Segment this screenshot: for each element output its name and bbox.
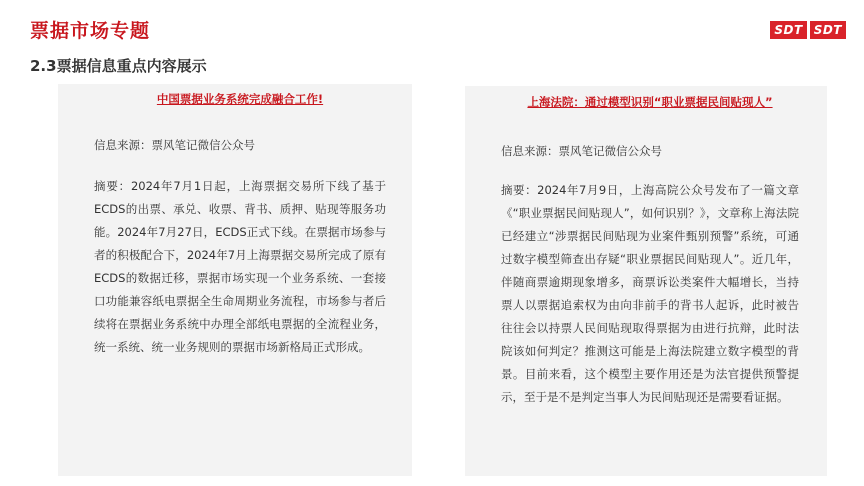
sdt-logo-mark-2: SDT (810, 21, 846, 39)
news-card-source: 信息来源：票风笔记微信公众号 (501, 144, 662, 158)
news-card-summary: 摘要：2024年7月9日，上海高院公众号发布了一篇文章《“职业票据民间贴现人”，如何识别？》，文章称上海法院已经建立“涉票据民间贴现为业案件甄别预警”系统，可通过数字模型筛查出存疑“职业票据民间贴现人”。近几年，伴随商票逾期现象增多，商票诉讼类案件大幅增长，当持票人以票据追索权为由向非前手的背书人起诉，此时被告往往会以持票人民间贴现取得票据为由进行抗辩，此时法院该如何判定？推测这可能是上海法院建立数字模型的背景。目前来看，这个模型主要作用还是为法官提供预警提示，至于是不是判定当事人为民间贴现还是需要看证据。 (501, 183, 799, 404)
news-card-ecds (58, 84, 412, 476)
news-card-title[interactable]: 上海法院：通过模型识别“职业票据民间贴现人” (527, 95, 773, 109)
news-card-shanghai-court (465, 86, 827, 476)
news-card-title[interactable]: 中国票据业务系统完成融合工作! (156, 92, 324, 106)
section-title: 2.3票据信息重点内容展示 (30, 57, 207, 75)
sdt-logo-mark-1: SDT (770, 21, 806, 39)
news-card-summary: 摘要：2024年7月1日起，上海票据交易所下线了基于ECDS的出票、承兑、收票、背书、质押、贴现等服务功能。2024年7月27日，ECDS正式下线。在票据市场参与者的积极配合下，2024年7月上海票据交易所完成了原有ECDS的数据迁移，票据市场实现一个业务系统、一套接口功能兼容纸电票据全生命周期业务流程，市场参与者后续将在票据业务系统中办理全部纸电票据的全流程业务，统一系统、统一业务规则的票据市场新格局正式形成。 (94, 179, 386, 354)
sdt-logo (770, 21, 846, 39)
news-card-source: 信息来源：票风笔记微信公众号 (94, 138, 255, 152)
page-title: 票据市场专题 (30, 20, 151, 42)
